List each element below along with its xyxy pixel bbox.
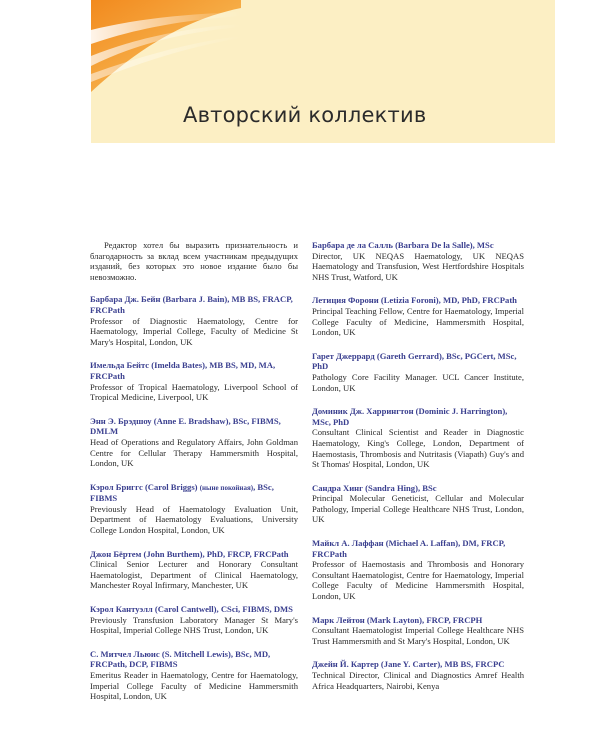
intro-paragraph: Редактор хотел бы выразить признательность и благодарность за вклад всем участникам предыдущих изданий, без которых это новое издание было бы невозможно. bbox=[90, 240, 298, 282]
contributor-affiliation: Consultant Haematologist Imperial College Healthcare NHS Trust Hammersmith and St Mary's Hospital, London, UK bbox=[312, 625, 524, 646]
contributor-name-main: Кэрол Бриггс (Carol Briggs) bbox=[90, 481, 200, 492]
contributor-entry bbox=[312, 295, 524, 337]
contributor-name: Майкл А. Лаффан (Michael A. Laffan), DM, FRCP, FRCPath bbox=[312, 538, 506, 559]
contributor-affiliation: Clinical Senior Lecturer and Honorary Consultant Haematologist, Department of Clinical Haematology, Manchester Royal Infirmary, Manchester, UK bbox=[90, 559, 298, 591]
contributor-entry bbox=[90, 416, 298, 469]
contributor-entry bbox=[312, 538, 524, 602]
contributor-name: Кэрол Кантуэлл (Carol Cantwell), CSci, FIBMS, DMS bbox=[90, 604, 293, 615]
contributor-affiliation: Head of Operations and Regulatory Affairs, John Goldman Centre for Cellular Therapy Hammersmith Hospital, London, UK bbox=[90, 436, 298, 469]
contributor-affiliation: Emeritus Reader in Haematology, Centre for Haematology, Imperial College Faculty of Medicine Hammersmith Hospital, London, UK bbox=[90, 670, 298, 702]
contributor-entry bbox=[312, 406, 524, 470]
contributor-name: Джейн Й. Картер (Jane Y. Carter), MB BS, FRCPC bbox=[312, 659, 505, 670]
contributor-entry bbox=[312, 240, 524, 282]
contributor-affiliation: Professor of Tropical Haematology, Liverpool School of Tropical Medicine, Liverpool, UK bbox=[90, 381, 298, 403]
contributor-name: Гарет Джеррард (Gareth Gerrard), BSc, PGCert, MSc, PhD bbox=[312, 350, 517, 372]
contributor-name: Летиция Форони (Letizia Foroni), MD, PhD, FRCPath bbox=[312, 295, 517, 306]
contributor-name-note: (ныне покойная) bbox=[199, 483, 254, 492]
contributor-name-degrees: , BSc, FIBMS bbox=[90, 481, 274, 504]
contributor-name: Имельда Бейтс (Imelda Bates), MB BS, MD, MA, FRCPath bbox=[90, 360, 276, 381]
contributor-name: Сандра Хинг (Sandra Hing), BSc bbox=[312, 482, 437, 493]
contributor-affiliation: Pathology Core Facility Manager. UCL Cancer Institute, London, UK bbox=[312, 371, 524, 393]
contributor-name: Барбара де ла Салль (Barbara De la Salle), MSc bbox=[312, 240, 494, 250]
contributor-entry bbox=[90, 649, 298, 702]
contributor-entry bbox=[312, 615, 524, 647]
contributor-name bbox=[90, 482, 298, 504]
decorative-swoosh bbox=[91, 0, 241, 92]
contributor-affiliation: Principal Molecular Geneticist, Cellular and Molecular Pathology, Imperial College Healthcare NHS Trust, London, UK bbox=[312, 493, 524, 525]
header-banner bbox=[91, 0, 555, 143]
contributor-entry bbox=[312, 351, 524, 393]
left-column bbox=[90, 240, 298, 715]
contributor-affiliation: Professor of Haemostasis and Thrombosis and Honorary Consultant Haematologist, Centre for Haematology, Imperial College Faculty of Medicine Hammersmith Hospital, London, UK bbox=[312, 559, 524, 602]
contributor-entry bbox=[312, 659, 524, 691]
contributor-affiliation: Professor of Diagnostic Haematology, Centre for Haematology, Imperial College, Faculty of Medicine St Mary's Hospital, London, UK bbox=[90, 315, 298, 347]
contributor-entry bbox=[90, 360, 298, 402]
contributor-entry bbox=[90, 604, 298, 636]
contributor-entry bbox=[90, 549, 298, 591]
contributor-name: Доминик Дж. Харрингтон (Dominic J. Harrington), MSc, PhD bbox=[312, 406, 508, 427]
contributor-affiliation: Director, UK NEQAS Haematology, UK NEQAS Haematology and Transfusion, West Hertfordshire Hospitals NHS Trust, Watford, UK bbox=[312, 250, 524, 282]
page-title: Авторский коллектив bbox=[183, 103, 427, 127]
contributor-name: Марк Лейтон (Mark Layton), FRCP, FRCPH bbox=[312, 614, 483, 625]
contributor-affiliation: Previously Transfusion Laboratory Manager St Mary's Hospital, Imperial College NHS Trust, London, UK bbox=[90, 614, 298, 636]
contributor-entry bbox=[90, 294, 298, 347]
contributor-name: Барбара Дж. Бейн (Barbara J. Bain), MB BS, FRACP, FRCPath bbox=[90, 294, 293, 315]
contributor-affiliation: Consultant Clinical Scientist and Reader in Diagnostic Haematology, King's College, London, Department of Haemostasis, Thrombosis and Nutritasis (Viapath) Guy's and St Thomas' Hospital, London, UK bbox=[312, 427, 524, 470]
contributor-entry bbox=[90, 482, 298, 536]
contributor-entry bbox=[312, 483, 524, 525]
contributor-affiliation: Previously Head of Haematology Evaluation Unit, Department of Haematology Evaluations, University College London Hospital, London, UK bbox=[90, 503, 298, 536]
contributor-affiliation: Technical Director, Clinical and Diagnostics Amref Health Africa Headquarters, Nairobi, Kenya bbox=[312, 670, 524, 691]
contributor-name: С. Митчел Льюис (S. Mitchell Lewis), BSc, MD, FRCPath, DCP, FIBMS bbox=[90, 648, 271, 670]
contributor-name: Джон Бёртем (John Burthem), PhD, FRCP, FRCPath bbox=[90, 548, 289, 559]
right-column bbox=[312, 240, 524, 704]
contributor-affiliation: Principal Teaching Fellow, Centre for Haematology, Imperial College Faculty of Medicine, Hammersmith Hospital, London, UK bbox=[312, 305, 524, 338]
contributor-name: Энн Э. Брэдшоу (Anne E. Bradshaw), BSc, FIBMS, DMLM bbox=[90, 415, 281, 437]
